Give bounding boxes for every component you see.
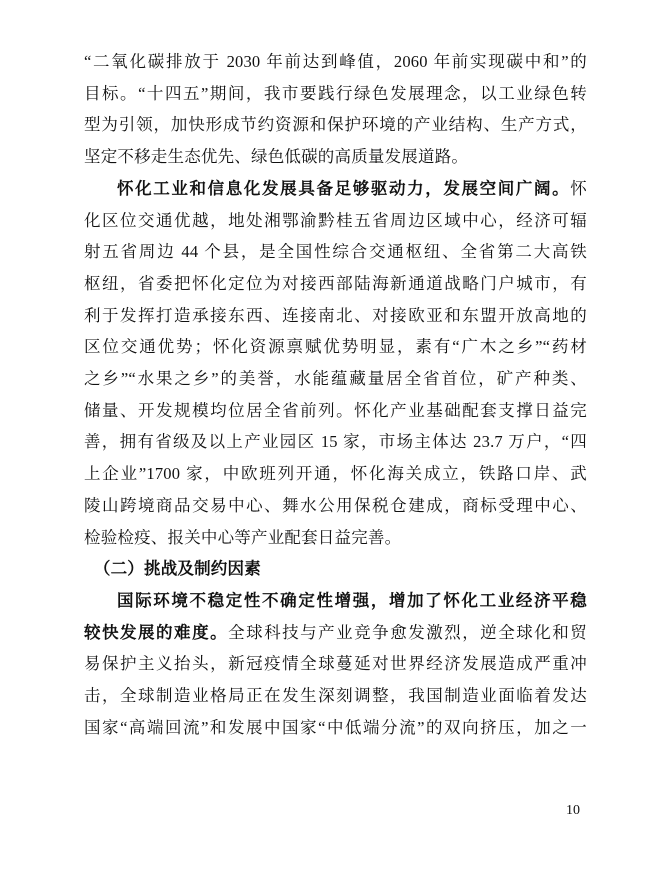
text-line <box>84 331 587 363</box>
text-line <box>84 141 587 173</box>
text-line <box>84 522 587 554</box>
text-segment: 善，拥有省级及以上产业园区 15 家，市场主体达 23.7 万户，“四 <box>84 432 587 452</box>
text-segment: 易保护主义抬头，新冠疫情全球蔓延对世界经济发展造成严重冲 <box>84 654 587 674</box>
text-line <box>84 712 587 744</box>
text-line <box>84 205 587 237</box>
text-segment: 型为引领，加快形成节约资源和保护环境的产业结构、生产方式， <box>84 115 587 135</box>
text-segment: 全球科技与产业竞争愈发激烈，逆全球化和贸 <box>228 622 587 642</box>
text-line <box>84 109 587 141</box>
text-segment: 利于发挥打造承接东西、连接南北、对接欧亚和东盟开放高地的 <box>84 305 587 325</box>
text-segment: 化区位交通优越，地处湘鄂渝黔桂五省周边区域中心，经济可辐 <box>84 210 587 230</box>
text-segment: 目标。“十四五”期间，我市要践行绿色发展理念，以工业绿色转 <box>84 83 587 103</box>
text-line <box>84 300 587 332</box>
text-line <box>84 46 587 78</box>
text-segment: 射五省周边 44 个县，是全国性综合交通枢纽、全省第二大高铁 <box>84 242 587 262</box>
text-line <box>84 173 587 205</box>
text-line <box>84 363 587 395</box>
text-segment: 之乡”“水果之乡”的美誉，水能蕴藏量居全省首位，矿产种类、 <box>84 369 587 389</box>
text-line <box>84 648 587 680</box>
text-segment: “二氧化碳排放于 2030 年前达到峰值，2060 年前实现碳中和”的 <box>84 52 587 71</box>
text-line <box>84 680 587 712</box>
text-segment: （二）挑战及制约因素 <box>93 559 261 579</box>
text-segment: 检验检疫、报关中心等产业配套日益完善。 <box>84 527 402 547</box>
text-line <box>84 426 587 458</box>
page-number: 10 <box>566 803 580 818</box>
text-segment: 枢纽，省委把怀化定位为对接西部陆海新通道战略门户城市，有 <box>84 273 587 293</box>
text-line <box>84 617 587 649</box>
text-line <box>84 490 587 522</box>
text-line <box>84 236 587 268</box>
text-line <box>84 268 587 300</box>
text-segment: 国际环境不稳定性不确定性增强，增加了怀化工业经济平稳 <box>117 590 587 610</box>
text-line <box>84 585 587 617</box>
text-segment: 击，全球制造业格局正在发生深刻调整，我国制造业面临着发达 <box>84 686 587 706</box>
document-body <box>84 46 587 743</box>
text-segment: 坚定不移走生态优先、绿色低碳的高质量发展道路。 <box>84 147 469 167</box>
text-segment: 上企业”1700 家，中欧班列开通，怀化海关成立，铁路口岸、武 <box>84 464 587 484</box>
text-line <box>84 458 587 490</box>
text-segment: 储量、开发规模均位居全省前列。怀化产业基础配套支撑日益完 <box>84 400 587 420</box>
text-segment: 较快发展的难度。 <box>84 622 229 642</box>
text-segment: 国家“高端回流”和发展中国家“中低端分流”的双向挤压，加之一 <box>84 717 587 737</box>
text-segment: 陵山跨境商品交易中心、舞水公用保税仓建成，商标受理中心、 <box>84 495 587 515</box>
text-segment: 怀化工业和信息化发展具备足够驱动力，发展空间广阔。 <box>117 178 571 198</box>
text-segment: 怀 <box>570 178 587 198</box>
text-segment: 区位交通优势；怀化资源禀赋优势明显，素有“广木之乡”“药材 <box>84 337 587 357</box>
text-line <box>84 395 587 427</box>
section-heading <box>84 553 587 585</box>
text-line <box>84 78 587 110</box>
